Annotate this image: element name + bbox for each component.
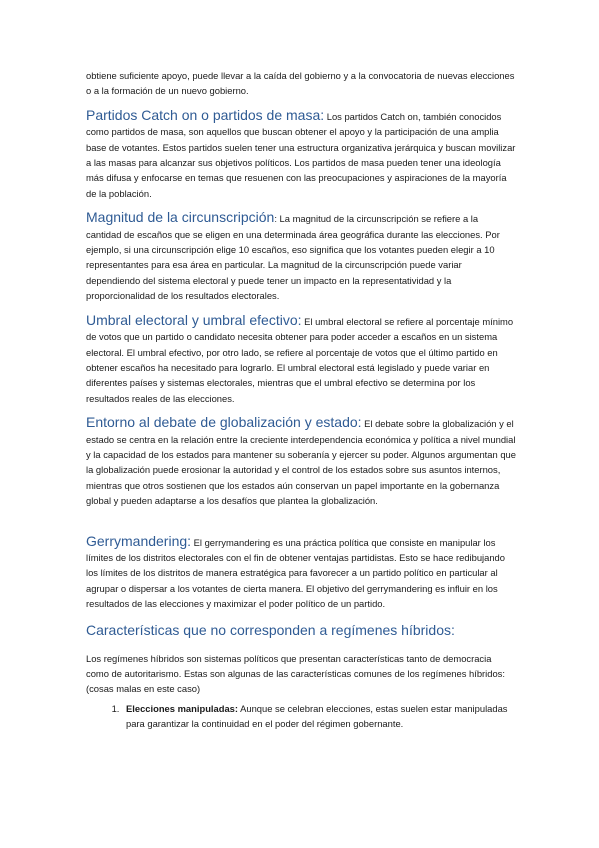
section-gerrymandering	[86, 534, 516, 612]
section-body: El debate sobre la globalización y el estado se centra en la relación entre la creciente interdependencia económica y política a nivel mundial y la capacidad de los estados para mantener su soberanía y ejercer su poder. Algunos argumentan que la globalización puede erosionar la autoridad y el control de los estados sobre sus asuntos internos, mientras que otros sostienen que los estados aún conservan un papel importante en la gobernanza global y pueden adaptarse a los desafíos que plantea la globalización.	[86, 418, 516, 507]
hybrid-heading: Características que no corresponden a regímenes híbridos:	[86, 621, 455, 638]
hybrid-list	[86, 701, 516, 732]
section-heading: Entorno al debate de globalización y estado:	[86, 414, 362, 431]
blank-line	[86, 518, 516, 534]
section-heading: Partidos Catch on o partidos de masa:	[86, 106, 325, 123]
section-heading: Gerrymandering:	[86, 532, 192, 549]
list-item-text: Aunque se celebran elecciones, estas suelen estar manipuladas para garantizar la continuidad en el poder del régimen gobernante.	[126, 702, 508, 730]
section-body: El umbral electoral se refiere al porcentaje mínimo de votos que un partido o candidato necesita obtener para poder acceder a escaños en un sistema electoral. El umbral efectivo, por otro lado, se refiere al porcentaje de votos que el último partido en obtener escaños ha necesitado para lograrlo. El umbral electoral está legislado y puede variar en diferentes países y sistemas electorales, mientras que el umbral efectivo se determina por los resultados reales de las elecciones.	[86, 315, 514, 404]
section-body: : La magnitud de la circunscripción se refiere a la cantidad de escaños que se eligen en una determinada área geográfica durante las elecciones. Por ejemplo, si una circunscripción elige 10 escaños, eso significa que los votantes pueden elegir a 10 representantes para esa área en particular. La magnitud de la circunscripción puede variar dependiendo del sistema electoral y puede tener un impacto en la representatividad y la proporcionalidad de los resultados electorales.	[86, 213, 500, 302]
list-item-title: Elecciones manipuladas:	[126, 702, 239, 714]
document-content	[86, 68, 516, 732]
section-heading: Magnitud de la circunscripción	[86, 209, 275, 226]
section-umbral	[86, 313, 516, 406]
section-globalizacion	[86, 415, 516, 508]
section-magnitud	[86, 210, 516, 303]
section-body: Los partidos Catch on, también conocidos como partidos de masa, son aquellos que buscan obtener el apoyo y la participación de una amplia base de votantes. Estos partidos suelen tener una estructura organizativa jerárquica y buscan movilizar a las masas para alcanzar sus objetivos políticos. Los partidos de masa pueden tener una ideología más difusa y enfocarse en temas que resuenen con las preocupaciones y aspiraciones de la mayoría de la población.	[86, 110, 516, 199]
hybrid-intro: Los regímenes híbridos son sistemas políticos que presentan características tanto de democracia como de autoritarismo. Estas son algunas de las características comunes de los regímenes híbridos: (cosas malas en este caso)	[86, 652, 505, 695]
list-item	[122, 701, 516, 732]
section-catch-on	[86, 108, 516, 201]
intro-paragraph: obtiene suficiente apoyo, puede llevar a la caída del gobierno y a la convocatoria de nuevas elecciones o a la formación de un nuevo gobierno.	[86, 70, 515, 97]
section-body: El gerrymandering es una práctica política que consiste en manipular los límites de los distritos electorales con el fin de obtener ventajas partidistas. Esto se hace redibujando los límites de los distritos de manera estratégica para favorecer a un partido político en particular al agrupar o dispersar a los votantes de cierta manera. El objetivo del gerrymandering es influir en los resultados de las elecciones y maximizar el poder político de un partido.	[86, 536, 505, 610]
section-heading: Umbral electoral y umbral efectivo:	[86, 311, 302, 328]
